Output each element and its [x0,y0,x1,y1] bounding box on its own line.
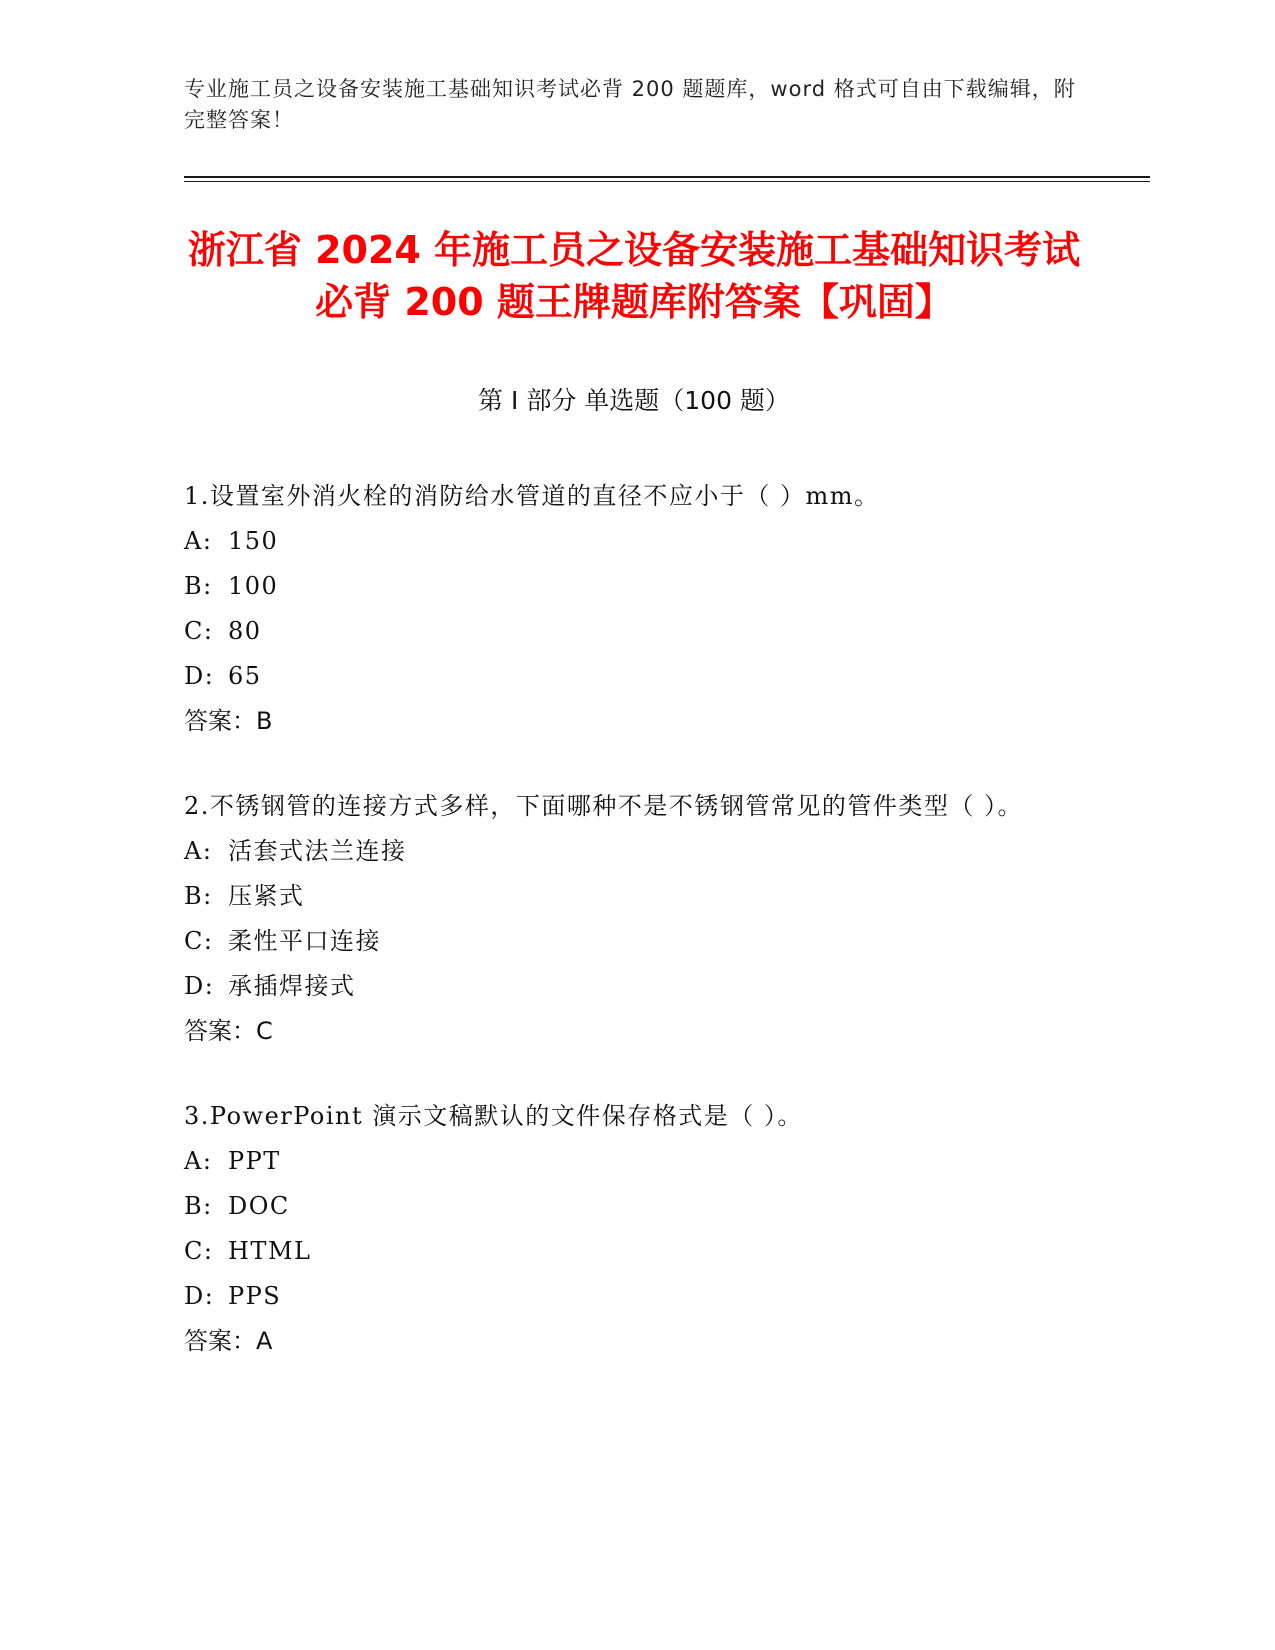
option-letter: C: [184,1237,214,1265]
header-divider-thin [184,181,1150,182]
option-text: 活套式法兰连接 [228,837,407,865]
question-list [184,474,1084,1404]
option-c [184,1229,1084,1274]
option-b [184,1184,1084,1229]
option-letter: B: [184,572,213,600]
answer-line: 答案：B [184,707,273,735]
option-letter: D: [184,972,215,1000]
option-text: PPT [228,1147,281,1175]
option-letter: A: [184,837,213,865]
option-text: 150 [228,527,279,555]
option-text: 80 [228,617,262,645]
option-c [184,919,1084,964]
option-d [184,964,1084,1009]
answer-line: 答案：C [184,1017,273,1045]
option-a [184,519,1084,564]
section-title: 第 I 部分 单选题（100 题） [478,386,790,415]
option-letter: B: [184,1192,213,1220]
option-letter: A: [184,1147,213,1175]
question-3 [184,1094,1084,1364]
question-stem: 1.设置室外消火栓的消防给水管道的直径不应小于（ ）mm。 [184,482,880,510]
option-letter: C: [184,927,214,955]
option-d [184,1274,1084,1319]
option-text: 65 [228,662,262,690]
option-b [184,874,1084,919]
option-text: 承插焊接式 [228,972,356,1000]
option-text: 柔性平口连接 [228,927,381,955]
option-b [184,564,1084,609]
document-title: 浙江省 2024 年施工员之设备安装施工基础知识考试必背 200 题王牌题库附答案【巩固】 [187,228,1081,324]
option-letter: C: [184,617,214,645]
option-letter: D: [184,662,215,690]
option-a [184,829,1084,874]
question-1 [184,474,1084,744]
option-letter: B: [184,882,213,910]
option-text: HTML [228,1237,312,1265]
option-letter: D: [184,1282,215,1310]
option-text: 100 [228,572,279,600]
option-d [184,654,1084,699]
option-text: 压紧式 [228,882,305,910]
answer-line: 答案：A [184,1327,273,1355]
header-note: 专业施工员之设备安装施工基础知识考试必背 200 题题库，word 格式可自由下载编辑，附完整答案！ [184,77,1076,132]
option-a [184,1139,1084,1184]
question-2 [184,784,1084,1054]
option-text: DOC [228,1192,290,1220]
question-stem: 3.PowerPoint 演示文稿默认的文件保存格式是（ ）。 [184,1102,803,1130]
option-letter: A: [184,527,213,555]
option-c [184,609,1084,654]
question-stem: 2.不锈钢管的连接方式多样，下面哪种不是不锈钢管常见的管件类型（ ）。 [184,792,1024,820]
option-text: PPS [228,1282,282,1310]
header-divider-thick [184,176,1150,178]
